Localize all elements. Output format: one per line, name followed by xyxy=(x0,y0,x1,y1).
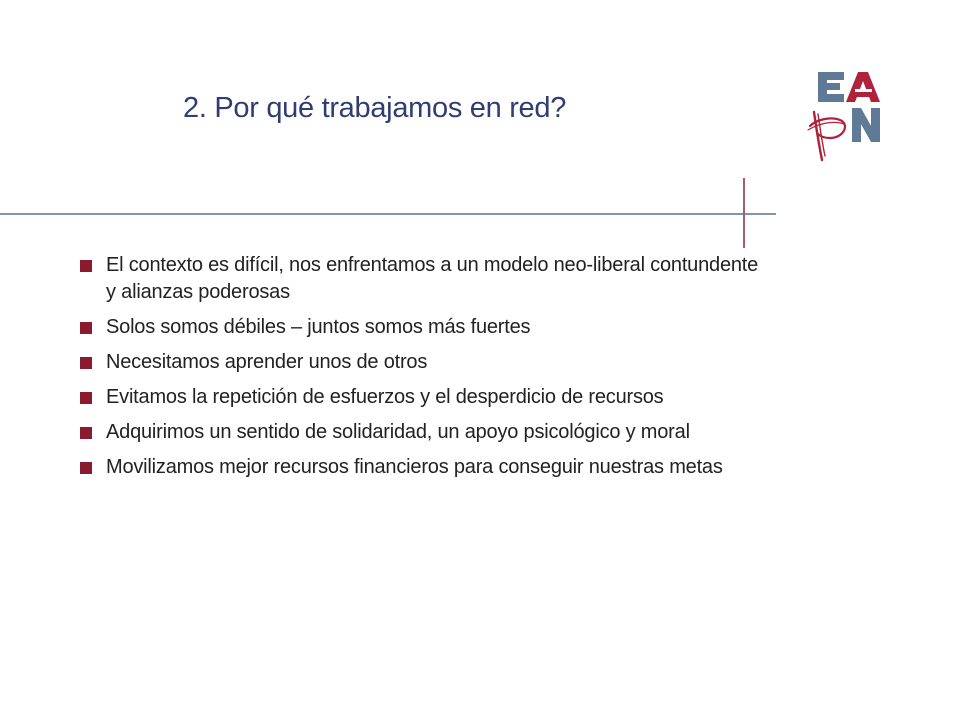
square-bullet-icon xyxy=(80,357,92,369)
bullet-item xyxy=(80,384,760,411)
square-bullet-icon xyxy=(80,392,92,404)
bullet-list xyxy=(80,252,760,489)
square-bullet-icon xyxy=(80,462,92,474)
square-bullet-icon xyxy=(80,260,92,272)
bullet-item xyxy=(80,419,760,446)
logo-letter-a xyxy=(846,72,880,102)
bullet-text: Movilizamos mejor recursos financieros para conseguir nuestras metas xyxy=(106,456,723,478)
bullet-text: Evitamos la repetición de esfuerzos y el desperdicio de recursos xyxy=(106,386,664,408)
bullet-item xyxy=(80,454,760,481)
square-bullet-icon xyxy=(80,427,92,439)
accent-vertical-line xyxy=(743,178,745,248)
bullet-text: Adquirimos un sentido de solidaridad, un apoyo psicológico y moral xyxy=(106,421,690,443)
logo-letter-n xyxy=(852,108,880,142)
eapn-logo xyxy=(800,68,900,168)
bullet-item xyxy=(80,349,760,376)
bullet-text: Necesitamos aprender unos de otros xyxy=(106,351,428,373)
bullet-text: El contexto es difícil, nos enfrentamos a un modelo neo-liberal contundente y alianzas poderosas xyxy=(106,254,759,303)
bullet-item xyxy=(80,252,760,306)
logo-letter-e xyxy=(818,72,844,102)
bullet-item xyxy=(80,314,760,341)
square-bullet-icon xyxy=(80,322,92,334)
slide-title: 2. Por qué trabajamos en red? xyxy=(183,92,567,124)
bullet-text: Solos somos débiles – juntos somos más fuertes xyxy=(106,316,531,338)
title-divider-line xyxy=(0,213,776,215)
logo-letter-p xyxy=(808,112,845,160)
